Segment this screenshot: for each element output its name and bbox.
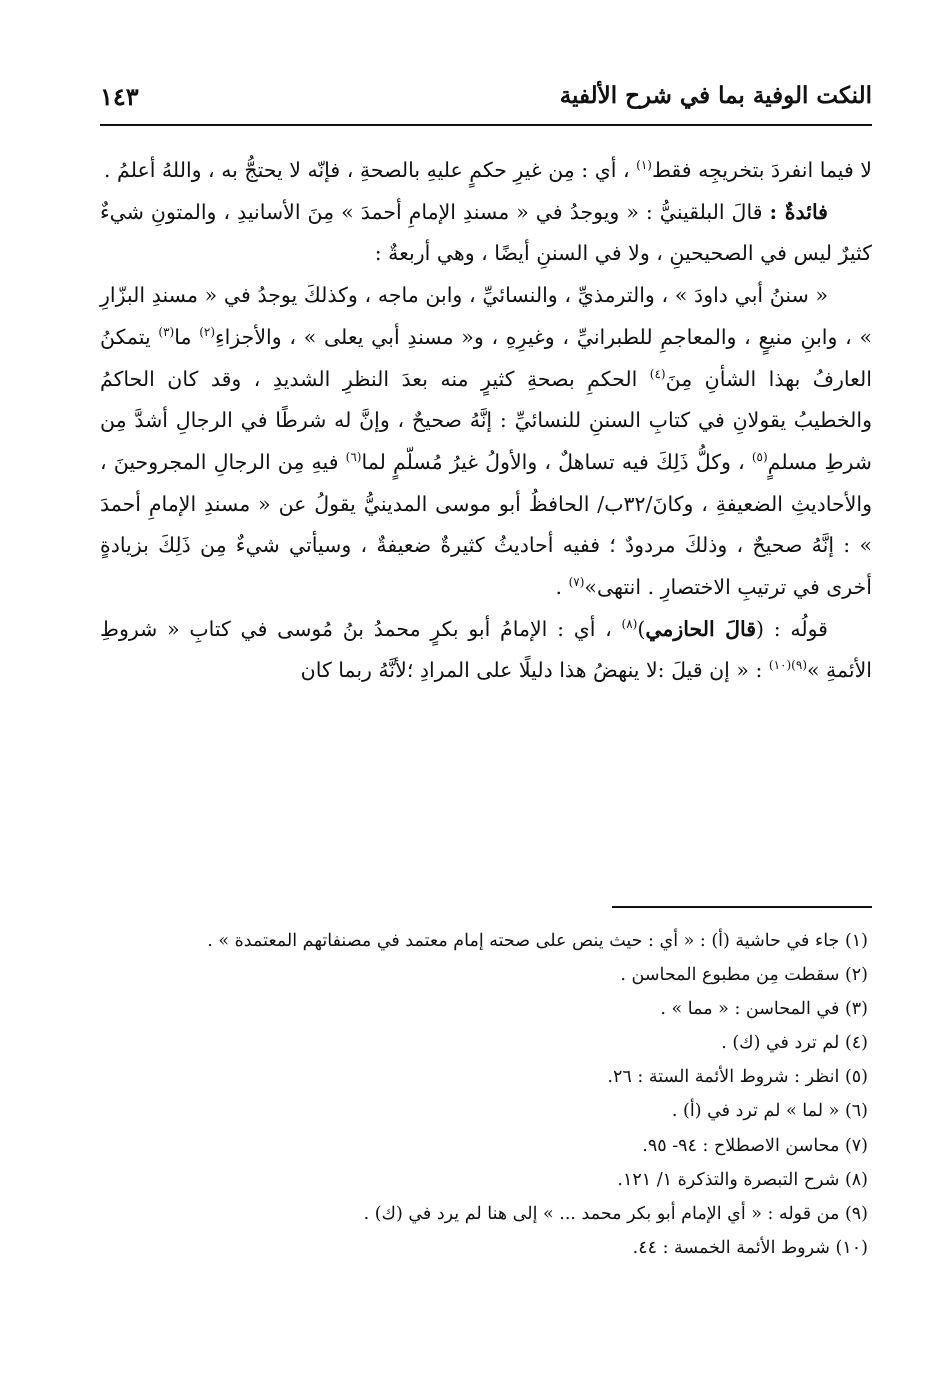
footnote-2 [100, 958, 872, 992]
footnote-number: (٣) [844, 999, 868, 1020]
footnote-ref: (٦) [345, 450, 362, 465]
footnotes [100, 924, 872, 1265]
footnote-text: من قوله : « أي الإمام أبو بكر محمد ... » إلى هنا لم يرد في (ك) . [363, 1203, 840, 1224]
text-run: قولُه : ( [756, 616, 828, 641]
text-run: ، أي : الإمامُ أبو بكرٍ محمدُ بنُ مُوسى في كتابِ « شروطِ الأئمةِ » [100, 616, 872, 683]
footnote-text: « لما » لم ترد في (أ) . [671, 1101, 840, 1122]
text-run: : « إن قيلَ :لا ينهضُ هذا دليلًا على المرادِ ؛لأنَّهُ ربما كان [300, 658, 763, 683]
footnote-text: في المحاسن : « مما » . [660, 999, 840, 1020]
main-text [100, 150, 872, 692]
footnote-9 [100, 1197, 872, 1231]
paragraph-4 [100, 609, 872, 692]
footnote-6 [100, 1094, 872, 1128]
text-run: فيهِ مِن الرجالِ المجروحينَ ، والأحاديثِ الضعيفةِ ، وكانَ/٣٢ب/ الحافظُ أبو موسى المدينيُّ يقولُ عن « مسندِ الإمامِ أحمدَ » : إنَّهُ صحيحٌ ، وذلكَ مردودٌ ؛ ففيه أحاديثُ كثيرةٌ ضعيفةٌ ، وسيأتي شيءٌ مِن ذَلِكَ بزيادةٍ أخرى في ترتيبِ الاختصارِ . انتهى» [100, 449, 872, 600]
footnote-number: (٤) [844, 1033, 868, 1054]
footnote-ref: (٧) [568, 575, 585, 590]
paragraph-2 [100, 192, 872, 275]
footnote-number: (٦) [844, 1101, 868, 1122]
footnote-number: (٨) [844, 1169, 868, 1190]
footnote-number: (٥) [844, 1067, 868, 1088]
page-number: ١٤٣ [100, 82, 139, 111]
quoted-term: قالَ الحازمي [645, 616, 757, 641]
footnote-number: (٧) [844, 1135, 868, 1156]
text-run: ، أي : مِن غيرِ حكمٍ عليهِ بالصحةِ ، فإنّه لا يحتجُّ به ، واللهُ أعلمُ . [104, 158, 630, 182]
benefit-label: فائدةٌ : [769, 199, 828, 224]
footnote-ref: (٤) [649, 366, 666, 381]
text-run: . [555, 575, 563, 600]
footnote-ref: (١) [636, 158, 652, 173]
footnote-ref: (٨) [621, 616, 638, 631]
text-run: لا فيما انفردَ بتخريجِه فقط [651, 158, 872, 182]
footnote-7 [100, 1129, 872, 1163]
text-run: ، وكلُّ ذَلِكَ فيه تساهلٌ ، والأولُ غيرُ مُسلّمٍ لما [361, 449, 745, 474]
footnote-number: (٢) [844, 965, 868, 986]
paragraph-3 [100, 275, 872, 609]
footnote-text: شرح التبصرة والتذكرة ١/ ١٢١. [617, 1169, 840, 1190]
footnote-text: انظر : شروط الأئمة الستة : ٢٦. [607, 1067, 840, 1088]
page-header [100, 78, 872, 126]
footnote-5 [100, 1060, 872, 1094]
footnote-4 [100, 1026, 872, 1060]
book-title: النكت الوفية بما في شرح الألفية [559, 82, 872, 109]
text-run: الحكمِ بصحةِ كثيرٍ منه بعدَ النظرِ الشديدِ ، وقد كان الحاكمُ والخطيبُ يقولانِ في كتابِ السننِ للنسائيِّ : إنَّهُ صحيحٌ ، وإنَّ له شرطًا في الرجالِ أشدَّ مِن شرطِ مسلمٍ [100, 366, 872, 474]
text-run: ما [174, 324, 192, 349]
footnote-number: (١٠) [835, 1237, 868, 1258]
text-run: « سننُ أبي داودَ » ، والترمذيِّ ، والنسائيِّ ، وابن ماجه ، وكذلكَ يوجدُ في « مسندِ البزّارِ » ، وابنِ منيعٍ ، والمعاجمِ للطبرانيِّ ، وغيرِهِ ، و« مسندِ أبي يعلى » ، والأجزاءِ [100, 283, 872, 349]
footnote-text: جاء في حاشية (أ) : « أي : حيث ينص على صحته إمام معتمد في مصنفاتهم المعتمدة » . [207, 931, 840, 951]
footnote-text: سقطت مِن مطبوع المحاسن . [620, 965, 840, 986]
text-run: ) [637, 616, 646, 641]
footnote-ref: (٣) [158, 324, 175, 339]
footnote-10 [100, 1231, 872, 1265]
text-run: قالَ البلقينيُّ : « ويوجدُ في « مسندِ الإمامِ أحمدَ » مِنَ الأسانيدِ ، والمتونِ شيءٌ كثيرٌ ليس في الصحيحينِ ، ولا في السننِ أيضًا ، وهي أربعةٌ : [100, 199, 872, 266]
footnote-1 [100, 924, 872, 958]
footnote-ref: (٢) [199, 324, 216, 339]
text-run: يتمكنُ العارفُ بهذا الشأنِ مِنَ [100, 324, 872, 391]
footnote-8 [100, 1163, 872, 1197]
footnote-number: (٩) [844, 1203, 868, 1224]
footnote-3 [100, 992, 872, 1026]
footnote-ref: (٩)(١٠) [768, 658, 807, 673]
footnote-text: لم ترد في (ك) . [721, 1033, 840, 1054]
footnote-separator [612, 906, 872, 908]
footnote-text: شروط الأئمة الخمسة : ٤٤. [632, 1237, 830, 1258]
paragraph-1 [100, 150, 872, 192]
footnote-text: محاسن الاصطلاح : ٩٤- ٩٥. [642, 1135, 840, 1156]
footnote-ref: (٥) [751, 450, 768, 465]
footnote-number: (١) [844, 931, 868, 951]
